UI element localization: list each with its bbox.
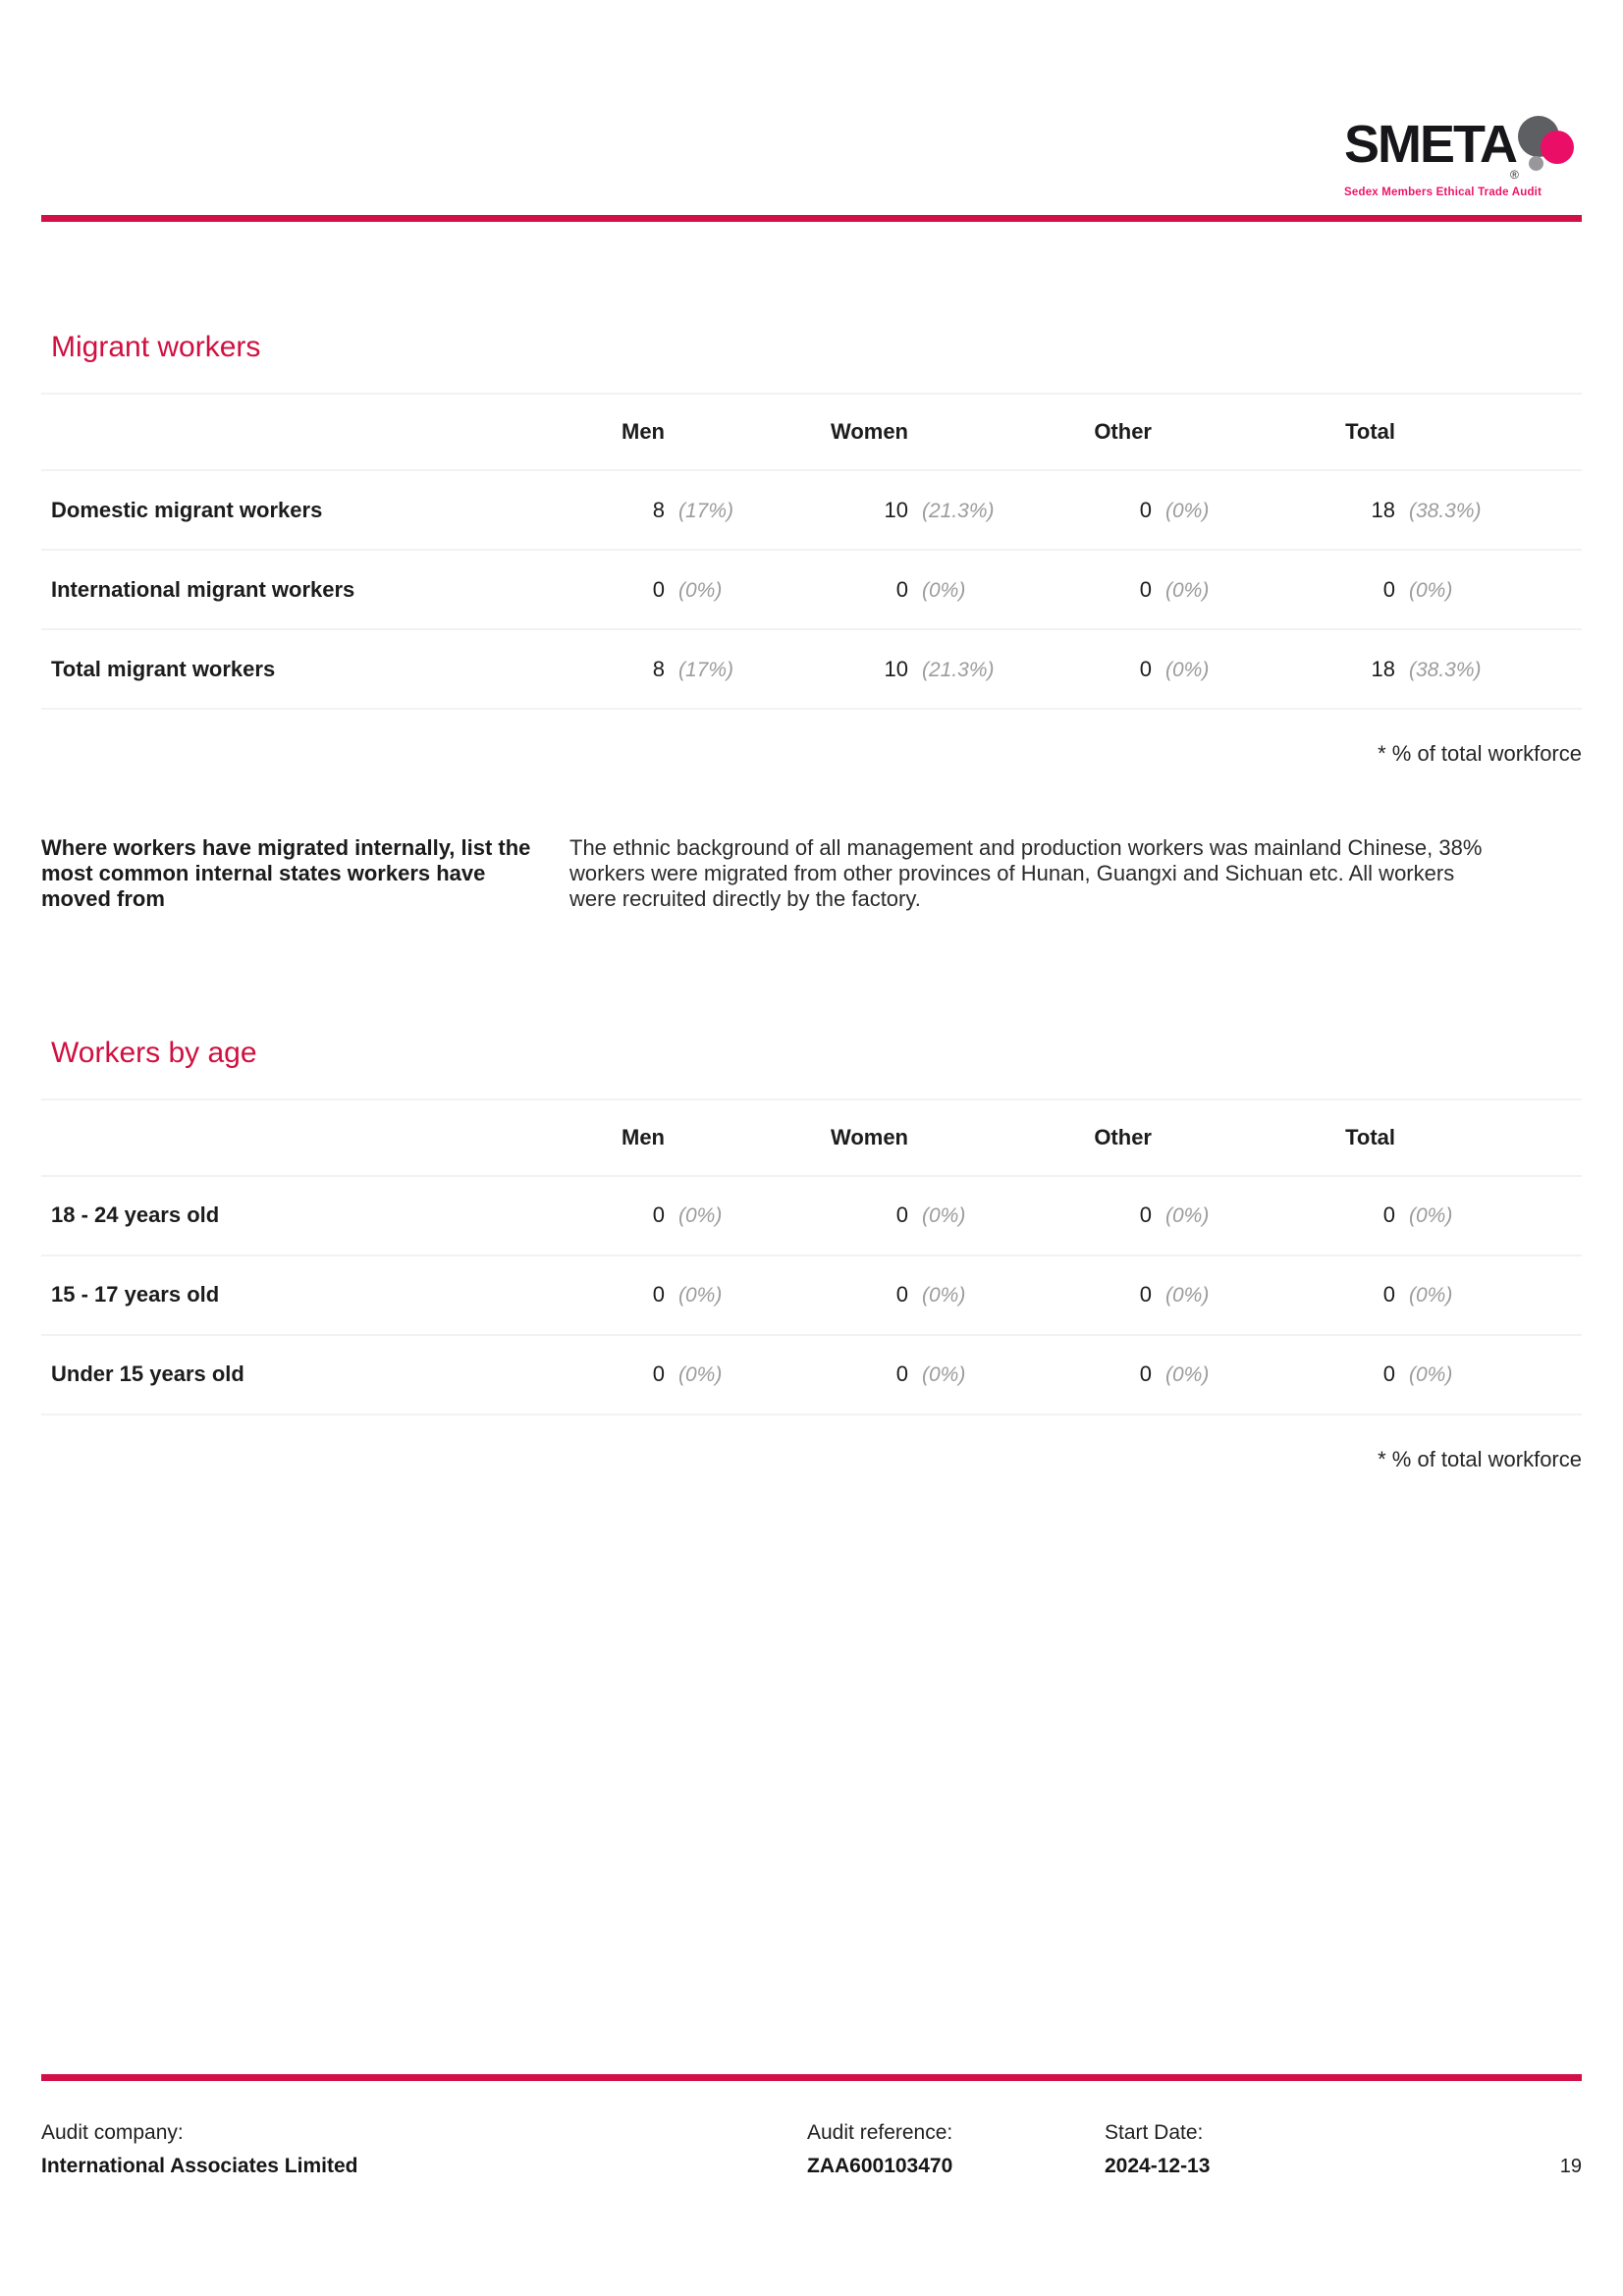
audit-reference-value: ZAA600103470 <box>807 2155 953 2177</box>
cell-men <box>537 1282 781 1308</box>
cell-value: 0 <box>895 1202 908 1228</box>
row-label: International migrant workers <box>51 576 355 602</box>
cell-total <box>1268 1282 1511 1308</box>
column-header-label: Other <box>1094 419 1152 444</box>
footer-grid <box>0 2121 1623 2178</box>
column-header-label: Women <box>830 419 908 444</box>
cell-percent: (38.3%) <box>1409 499 1482 522</box>
table-row-international-migrant-workers <box>41 549 1582 628</box>
migrant-workers-table <box>41 393 1582 710</box>
cell-percent: (0%) <box>922 1363 966 1387</box>
cell-percent: (0%) <box>1165 578 1210 602</box>
cell-percent: (0%) <box>678 578 723 602</box>
column-header-other <box>1024 419 1268 445</box>
migration-question: Where workers have migrated internally, list the most common internal states workers have moved from <box>41 835 531 911</box>
cell-men <box>537 577 781 603</box>
cell-other <box>1024 1362 1268 1387</box>
row-label: 18 - 24 years old <box>51 1202 220 1228</box>
column-header-men <box>537 1125 781 1150</box>
audit-company-label: Audit company: <box>41 2121 184 2144</box>
workforce-footnote: * % of total workforce <box>1378 1446 1582 1471</box>
column-header-label: Women <box>830 1124 908 1149</box>
cell-women <box>781 1202 1024 1228</box>
cell-value: 0 <box>895 1282 908 1308</box>
page-number: 19 <box>1559 2156 1582 2177</box>
smeta-logo <box>1344 116 1576 198</box>
cell-percent: (0%) <box>1165 499 1210 522</box>
cell-total <box>1268 577 1511 603</box>
cell-value: 0 <box>652 1202 665 1228</box>
cell-value: 10 <box>884 497 908 522</box>
small-gray-dot-icon <box>1529 156 1543 171</box>
cell-value: 0 <box>652 1362 665 1387</box>
cell-percent: (17%) <box>678 658 734 681</box>
cell-percent: (0%) <box>922 1204 966 1228</box>
cell-percent: (38.3%) <box>1409 658 1482 681</box>
cell-value: 8 <box>652 497 665 522</box>
workers-by-age-title: Workers by age <box>51 1036 257 1069</box>
cell-men <box>537 1202 781 1228</box>
table-header-row <box>41 1098 1582 1175</box>
column-header-total <box>1268 1125 1511 1150</box>
cell-value: 0 <box>1382 576 1395 602</box>
workers-by-age-table <box>41 1098 1582 1415</box>
cell-other <box>1024 1202 1268 1228</box>
cell-value: 0 <box>1382 1202 1395 1228</box>
cell-percent: (0%) <box>678 1284 723 1308</box>
cell-percent: (0%) <box>922 578 966 602</box>
migrant-workers-title: Migrant workers <box>51 331 261 363</box>
workforce-footnote: * % of total workforce <box>1378 741 1582 766</box>
start-date-label: Start Date: <box>1105 2121 1204 2144</box>
cell-value: 18 <box>1371 656 1395 681</box>
smeta-dots-icon <box>1512 116 1573 185</box>
section-migrant-workers <box>41 330 1582 767</box>
pink-dot-icon <box>1541 131 1574 164</box>
footer-start-date <box>1105 2121 1560 2178</box>
cell-percent: (0%) <box>1165 1284 1210 1308</box>
row-label: Domestic migrant workers <box>51 497 323 522</box>
page-content <box>41 330 1582 1472</box>
cell-value: 0 <box>895 1362 908 1387</box>
cell-value: 0 <box>652 576 665 602</box>
cell-value: 0 <box>895 576 908 602</box>
column-header-label: Total <box>1345 1124 1395 1149</box>
audit-company-value: International Associates Limited <box>41 2155 358 2177</box>
row-label: Under 15 years old <box>51 1362 244 1387</box>
audit-reference-label: Audit reference: <box>807 2121 953 2144</box>
cell-percent: (0%) <box>1165 658 1210 681</box>
cell-other <box>1024 577 1268 603</box>
migration-answer: The ethnic background of all management and production workers was mainland Chinese, 38% workers were migrated from other provinces of Hunan, Guangxi and Sichuan etc. All workers were recruited directly by the factory. <box>569 835 1483 911</box>
cell-value: 0 <box>1139 497 1152 522</box>
page-footer <box>0 2074 1623 2178</box>
column-header-label: Men <box>622 1124 665 1149</box>
column-header-label: Total <box>1345 419 1395 444</box>
cell-women <box>781 498 1024 523</box>
cell-men <box>537 1362 781 1387</box>
cell-value: 0 <box>1382 1362 1395 1387</box>
cell-percent: (21.3%) <box>922 499 995 522</box>
footer-audit-company <box>41 2121 807 2178</box>
cell-women <box>781 1362 1024 1387</box>
header-rule <box>41 215 1582 222</box>
cell-value: 0 <box>652 1282 665 1308</box>
cell-value: 18 <box>1371 497 1395 522</box>
cell-percent: (0%) <box>1165 1363 1210 1387</box>
cell-total <box>1268 1362 1511 1387</box>
column-header-other <box>1024 1125 1268 1150</box>
row-label: 15 - 17 years old <box>51 1282 220 1308</box>
cell-value: 10 <box>884 656 908 681</box>
table-header-row <box>41 393 1582 469</box>
cell-men <box>537 657 781 682</box>
registered-trademark-icon: ® <box>1510 168 1519 182</box>
footer-rule <box>41 2074 1582 2081</box>
cell-percent: (17%) <box>678 499 734 522</box>
column-header-women <box>781 419 1024 445</box>
cell-percent: (0%) <box>678 1363 723 1387</box>
cell-percent: (0%) <box>1409 1204 1453 1228</box>
table-row-18-24-years-old <box>41 1175 1582 1255</box>
cell-value: 0 <box>1139 656 1152 681</box>
table-row-15-17-years-old <box>41 1255 1582 1334</box>
section-workers-by-age <box>41 1036 1582 1472</box>
column-header-total <box>1268 419 1511 445</box>
cell-other <box>1024 498 1268 523</box>
column-header-women <box>781 1125 1024 1150</box>
cell-percent: (0%) <box>678 1204 723 1228</box>
cell-value: 0 <box>1139 1202 1152 1228</box>
smeta-logo-subtitle: Sedex Members Ethical Trade Audit <box>1344 187 1542 198</box>
cell-total <box>1268 498 1511 523</box>
column-header-label: Other <box>1094 1124 1152 1149</box>
smeta-logo-text: SMETA <box>1344 115 1516 174</box>
cell-percent: (21.3%) <box>922 658 995 681</box>
cell-value: 8 <box>652 656 665 681</box>
smeta-logo-row <box>1344 116 1576 185</box>
cell-total <box>1268 657 1511 682</box>
cell-women <box>781 577 1024 603</box>
cell-value: 0 <box>1139 1362 1152 1387</box>
cell-other <box>1024 1282 1268 1308</box>
start-date-value: 2024-12-13 <box>1105 2155 1211 2177</box>
column-header-men <box>537 419 781 445</box>
footer-audit-reference <box>807 2121 1105 2178</box>
cell-total <box>1268 1202 1511 1228</box>
row-label: Total migrant workers <box>51 656 276 681</box>
cell-percent: (0%) <box>1409 1284 1453 1308</box>
migration-qa-block <box>41 835 1582 912</box>
cell-percent: (0%) <box>1165 1204 1210 1228</box>
cell-women <box>781 657 1024 682</box>
table-row-domestic-migrant-workers <box>41 469 1582 549</box>
cell-value: 0 <box>1139 576 1152 602</box>
cell-value: 0 <box>1139 1282 1152 1308</box>
cell-percent: (0%) <box>1409 1363 1453 1387</box>
cell-men <box>537 498 781 523</box>
cell-percent: (0%) <box>922 1284 966 1308</box>
table-row-under-15-years-old <box>41 1334 1582 1414</box>
cell-other <box>1024 657 1268 682</box>
column-header-label: Men <box>622 419 665 444</box>
cell-value: 0 <box>1382 1282 1395 1308</box>
cell-percent: (0%) <box>1409 578 1453 602</box>
cell-women <box>781 1282 1024 1308</box>
table-row-total-migrant-workers <box>41 628 1582 708</box>
